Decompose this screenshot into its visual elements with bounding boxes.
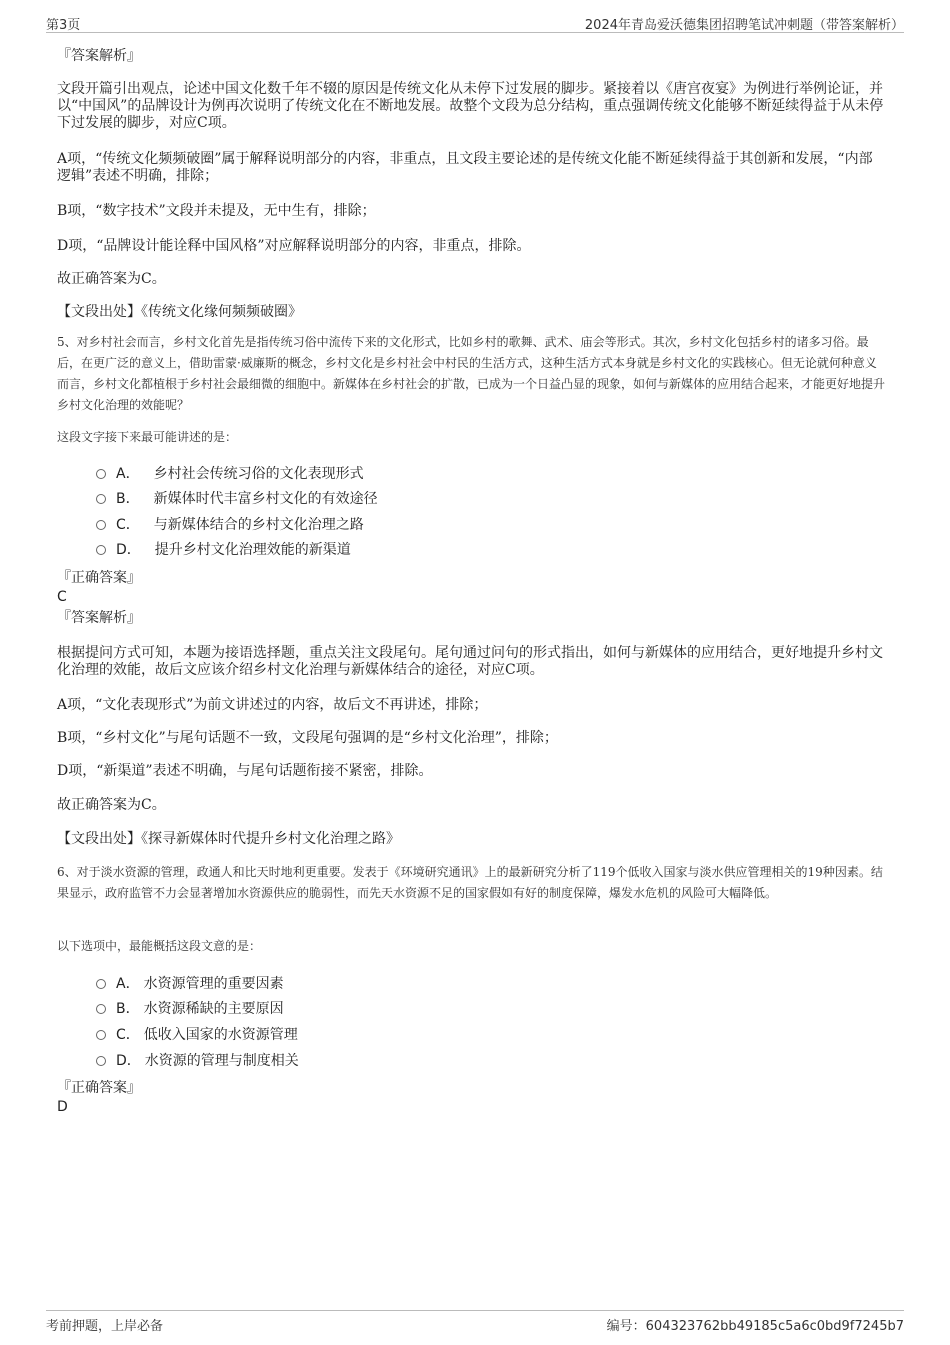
- q6-option-d[interactable]: D． 水资源的管理与制度相关: [96, 1052, 299, 1070]
- document-code: 编号：604323762bb49185c5a6c0bd9f7245b7: [606, 1319, 904, 1334]
- analysis-heading: 『答案解析』: [57, 610, 141, 626]
- radio-icon[interactable]: [96, 545, 106, 555]
- radio-icon[interactable]: [96, 1056, 106, 1066]
- footer-slogan: 考前押题，上岸必备: [46, 1319, 164, 1334]
- radio-icon[interactable]: [96, 1030, 106, 1040]
- radio-icon[interactable]: [96, 979, 106, 989]
- answer-heading: 『正确答案』: [57, 1080, 141, 1096]
- answer-heading: 『正确答案』: [57, 570, 141, 586]
- option-b-analysis: B项，“乡村文化”与尾句话题不一致，文段尾句强调的是“乡村文化治理”，排除；: [57, 730, 558, 746]
- q6-option-c[interactable]: C． 低收入国家的水资源管理: [96, 1026, 298, 1044]
- q5-option-a[interactable]: A． 乡村社会传统习俗的文化表现形式: [96, 465, 364, 483]
- document-title: 2024年青岛爱沃德集团招聘笔试冲刺题（带答案解析）: [584, 18, 904, 33]
- radio-icon[interactable]: [96, 520, 106, 530]
- option-d-analysis: D项，“新渠道”表述不明确，与尾句话题衔接不紧密，排除。: [57, 763, 433, 779]
- analysis-paragraph: 根据提问方式可知，本题为接语选择题，重点关注文段尾句。尾句通过问句的形式指出，如何与新媒体的应用结合，更好地提升乡村文化治理的效能，故后文应该介绍乡村文化治理与新媒体结合的途径，对应C项。: [57, 645, 883, 678]
- analysis-paragraph: 文段开篇引出观点，论述中国文化数千年不辍的原因是传统文化从未停下过发展的脚步。紧接着以《唐宫夜宴》为例进行举例论证，并以“中国风”的品牌设计为例再次说明了传统文化在不断地发展。故整个文段为总分结构，重点强调传统文化能够不断延续得益于从未停下过发展的脚步，对应C项。: [57, 81, 884, 131]
- answer-value: D: [57, 1099, 68, 1115]
- q6-option-b[interactable]: B． 水资源稀缺的主要原因: [96, 1000, 284, 1018]
- radio-icon[interactable]: [96, 494, 106, 504]
- option-d-analysis: D项，“品牌设计能诠释中国风格”对应解释说明部分的内容，非重点，排除。: [57, 238, 531, 254]
- question-5-text: 5、对乡村社会而言，乡村文化首先是指传统习俗中流传下来的文化形式，比如乡村的歌舞、武术、庙会等形式。其次，乡村文化包括乡村的诸多习俗。最后，在更广泛的意义上，借助雷蒙·威廉斯的概念，乡村文化是乡村社会中村民的生活方式，这种生活方式本身就是乡村文化的实践核心。但无论就何种意义而言，乡村文化都植根于乡村社会最细微的细胞中。新媒体在乡村社会的扩散，已成为一个日益凸显的现象，如何与新媒体的应用结合起来，才能更好地提升乡村文化治理的效能呢？: [57, 335, 886, 412]
- q5-option-b[interactable]: B． 新媒体时代丰富乡村文化的有效途径: [96, 490, 378, 508]
- page-footer: [46, 1310, 904, 1334]
- conclusion: 故正确答案为C。: [57, 797, 166, 813]
- source-citation: 【文段出处】《探寻新媒体时代提升乡村文化治理之路》: [57, 831, 400, 847]
- radio-icon[interactable]: [96, 469, 106, 479]
- question-6-text: 6、对于淡水资源的管理，政通人和比天时地利更重要。发表于《环境研究通讯》上的最新研究分析了119个低收入国家与淡水供应管理相关的19种因素。结果显示，政府监管不力会显著增加水资源供应的脆弱性，而先天水资源不足的国家假如有好的制度保障，爆发水危机的风险可大幅降低。: [57, 865, 883, 900]
- source-citation: 【文段出处】《传统文化缘何频频破圈》: [57, 304, 302, 320]
- q5-option-d[interactable]: D． 提升乡村文化治理效能的新渠道: [96, 541, 351, 559]
- analysis-heading: 『答案解析』: [57, 48, 141, 64]
- page-header: [46, 12, 904, 33]
- answer-value: C: [57, 589, 67, 605]
- q5-option-c[interactable]: C． 与新媒体结合的乡村文化治理之路: [96, 516, 364, 534]
- conclusion: 故正确答案为C。: [57, 271, 166, 287]
- radio-icon[interactable]: [96, 1004, 106, 1014]
- q6-option-a[interactable]: A． 水资源管理的重要因素: [96, 975, 284, 993]
- option-a-analysis: A项，“文化表现形式”为前文讲述过的内容，故后文不再讲述，排除；: [57, 697, 488, 713]
- option-a-analysis: A项，“传统文化频频破圈”属于解释说明部分的内容，非重点，且文段主要论述的是传统文化能不断延续得益于其创新和发展，“内部逻辑”表述不明确，排除；: [57, 151, 873, 184]
- option-b-analysis: B项，“数字技术”文段并未提及，无中生有，排除；: [57, 203, 376, 219]
- question-5-prompt: 这段文字接下来最可能讲述的是：: [57, 430, 238, 444]
- question-6-prompt: 以下选项中，最能概括这段文意的是：: [57, 939, 262, 953]
- page-number: 第3页: [46, 18, 81, 33]
